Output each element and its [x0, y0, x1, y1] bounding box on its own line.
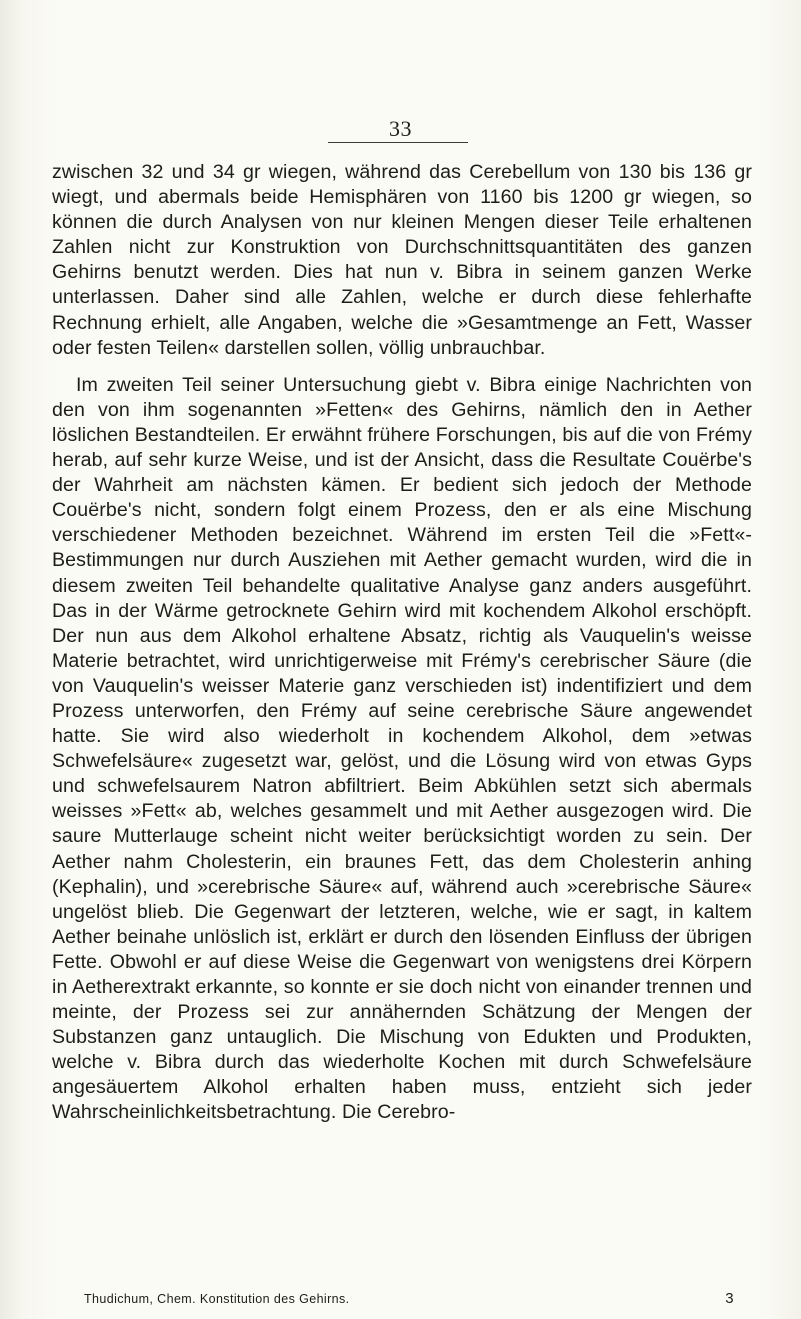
footer-signature: Thudichum, Chem. Konstitution des Gehirns.: [84, 1292, 350, 1306]
signature-mark: 3: [725, 1290, 734, 1307]
body-text: [52, 160, 752, 1126]
paragraph-2: Im zweiten Teil seiner Untersuchung giebt v. Bibra einige Nachrichten von den von ihm sogenannten »Fetten« des Gehirns, nämlich den in Aether löslichen Bestandteilen. Er erwähnt frühere Forschungen, bis auf die von Frémy herab, auf sehr kurze Weise, und ist der Ansicht, dass die Resultate Couërbe's der Wahrheit am nächsten kämen. Er bedient sich jedoch der Methode Couërbe's nicht, sondern folgt einem Prozess, den er als eine Mischung verschiedener Methoden bezeichnet. Während im ersten Teil die »Fett«-Bestimmungen nur durch Ausziehen mit Aether gemacht wurden, wird die in diesem zweiten Teil behandelte qualitative Analyse ganz anders ausgeführt. Das in der Wärme getrocknete Gehirn wird mit kochendem Alkohol erschöpft. Der nun aus dem Alkohol erhaltene Absatz, richtig als Vauquelin's weisse Materie betrachtet, wird unrichtigerweise mit Frémy's cerebrischer Säure (die von Vauquelin's weisser Materie ganz verschieden ist) indentifiziert und dem Prozess unterworfen, den Frémy auf seine cerebrische Säure angewendet hatte. Sie wird also wiederholt in kochendem Alkohol, dem »etwas Schwefelsäure« zugesetzt war, gelöst, und die Lösung wird von etwas Gyps und schwefelsaurem Natron abfiltriert. Beim Abkühlen setzt sich abermals weisses »Fett« ab, welches gesammelt und mit Aether ausgezogen wird. Die saure Mutterlauge scheint nicht weiter berücksichtigt worden zu sein. Der Aether nahm Cholesterin, ein braunes Fett, das dem Cholesterin anhing (Kephalin), und »cerebrische Säure« auf, während auch »cerebrische Säure« ungelöst blieb. Die Gegenwart der letzteren, welche, wie er sagt, in kaltem Aether beinahe unlöslich ist, erklärt er durch den lösenden Einfluss der übrigen Fette. Obwohl er auf diese Weise die Gegenwart von wenigstens drei Körpern in Aetherextrakt erkannte, so konnte er sie doch nicht von einander trennen und meinte, der Prozess sei zur annähernden Schätzung der Mengen der Substanzen ganz untauglich. Die Mischung von Edukten und Produkten, welche v. Bibra durch das wiederholte Kochen mit durch Schwefelsäure angesäuertem Alkohol erhalten haben muss, entzieht sich jeder Wahrscheinlichkeitsbetrachtung. Die Cerebro-: [52, 373, 752, 1124]
page-number-underline: [328, 142, 468, 143]
footer: [84, 1292, 734, 1306]
page-number: 33: [389, 116, 412, 141]
paragraph-1: zwischen 32 und 34 gr wiegen, während das Cerebellum von 130 bis 136 gr wiegt, und abermals beide Hemisphären von 1160 bis 1200 gr wiegen, so können die durch Analysen von nur kleinen Mengen dieser Teile erhaltenen Zahlen nicht zur Konstruktion von Durchschnittsquantitäten des ganzen Gehirns benutzt werden. Dies hat nun v. Bibra in seinem ganzen Werke unterlassen. Daher sind alle Zahlen, welche er durch diese fehlerhafte Rechnung erhielt, alle Angaben, welche die »Gesamtmenge an Fett, Wasser oder festen Teilen« darstellen sollen, völlig unbrauchbar.: [52, 161, 752, 359]
